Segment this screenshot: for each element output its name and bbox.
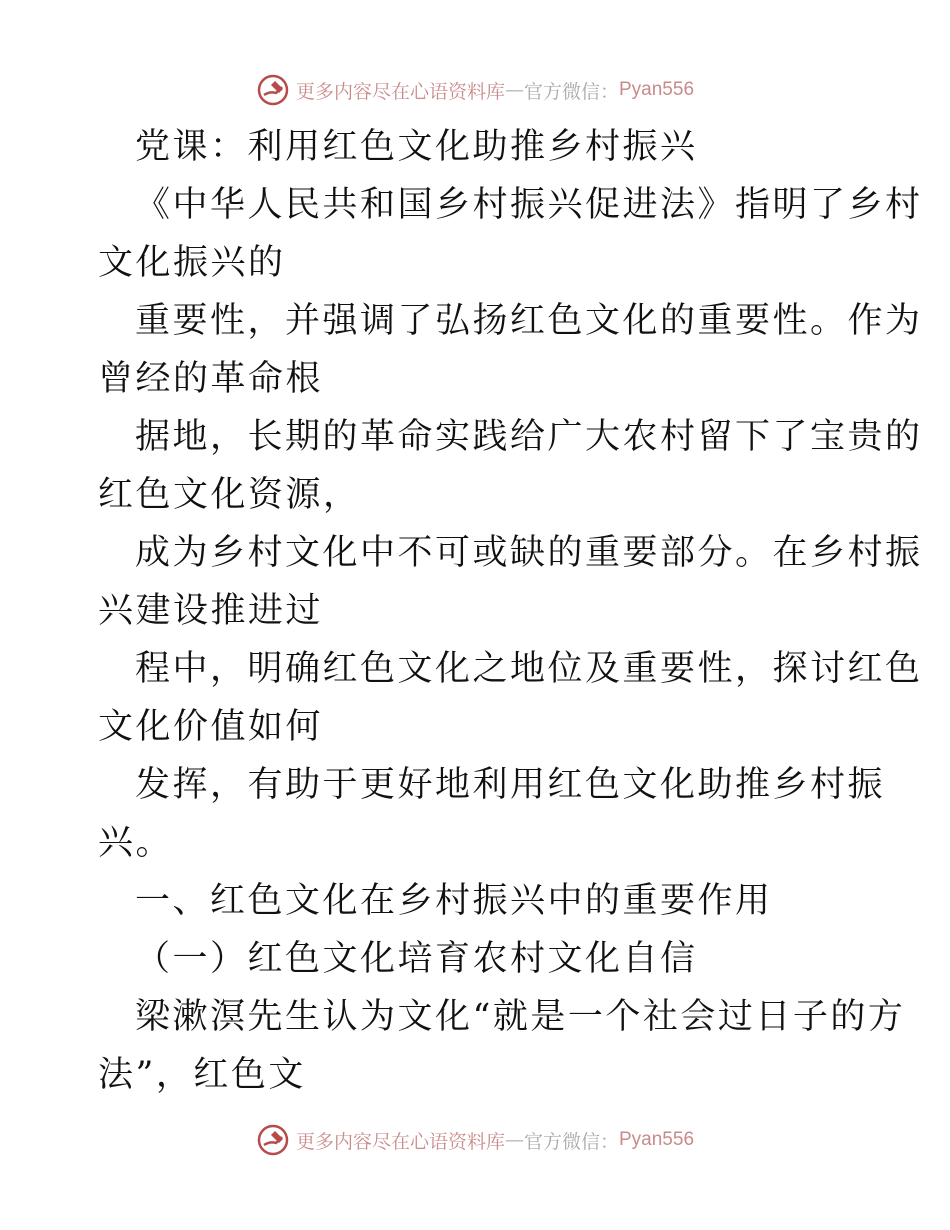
paragraph-line: 梁漱溟先生认为文化“就是一个社会过日子的方: [135, 997, 906, 1037]
watermark-wechat-label: 官方微信：: [523, 80, 619, 103]
paragraph-line: 法”，红色文: [98, 1055, 306, 1095]
paragraph-line: 红色文化资源，: [98, 475, 361, 515]
paragraph-line: 兴。: [98, 823, 174, 863]
subsection-heading: （一）红色文化培育农村文化自信: [135, 939, 698, 979]
paragraph-line: 文化价值如何: [98, 707, 324, 747]
watermark-separator: —: [504, 79, 524, 101]
watermark-brand-text: 更多内容尽在心语资料库: [295, 80, 505, 103]
paragraph-line: 发挥，有助于更好地利用红色文化助推乡村振: [135, 765, 886, 805]
watermark-separator: —: [504, 1129, 524, 1151]
paragraph-line: 兴建设推进过: [98, 591, 324, 631]
paragraph-line: 据地，长期的革命实践给广大农村留下了宝贵的: [135, 417, 923, 457]
watermark-wechat-id: Pyan556: [619, 1129, 695, 1150]
document-title: 党课：利用红色文化助推乡村振兴: [135, 127, 698, 167]
book-pen-logo-icon: [256, 1123, 290, 1157]
paragraph-line: 程中，明确红色文化之地位及重要性，探讨红色: [135, 649, 923, 689]
paragraph-line: 文化振兴的: [98, 243, 286, 283]
footer-watermark: [0, 1120, 950, 1160]
document-body: [98, 118, 923, 1104]
book-pen-logo-icon: [256, 73, 290, 107]
paragraph-line: 曾经的革命根: [98, 359, 324, 399]
paragraph-line: 成为乡村文化中不可或缺的重要部分。在乡村振: [135, 533, 923, 573]
watermark-brand-text: 更多内容尽在心语资料库: [295, 1130, 505, 1153]
section-heading: 一、红色文化在乡村振兴中的重要作用: [135, 881, 773, 921]
paragraph-line: 重要性，并强调了弘扬红色文化的重要性。作为: [135, 301, 923, 341]
watermark-wechat-label: 官方微信：: [523, 1130, 619, 1153]
header-watermark: [0, 70, 950, 110]
watermark-wechat-id: Pyan556: [619, 79, 695, 100]
paragraph-line: 《中华人民共和国乡村振兴促进法》指明了乡村: [135, 185, 923, 225]
